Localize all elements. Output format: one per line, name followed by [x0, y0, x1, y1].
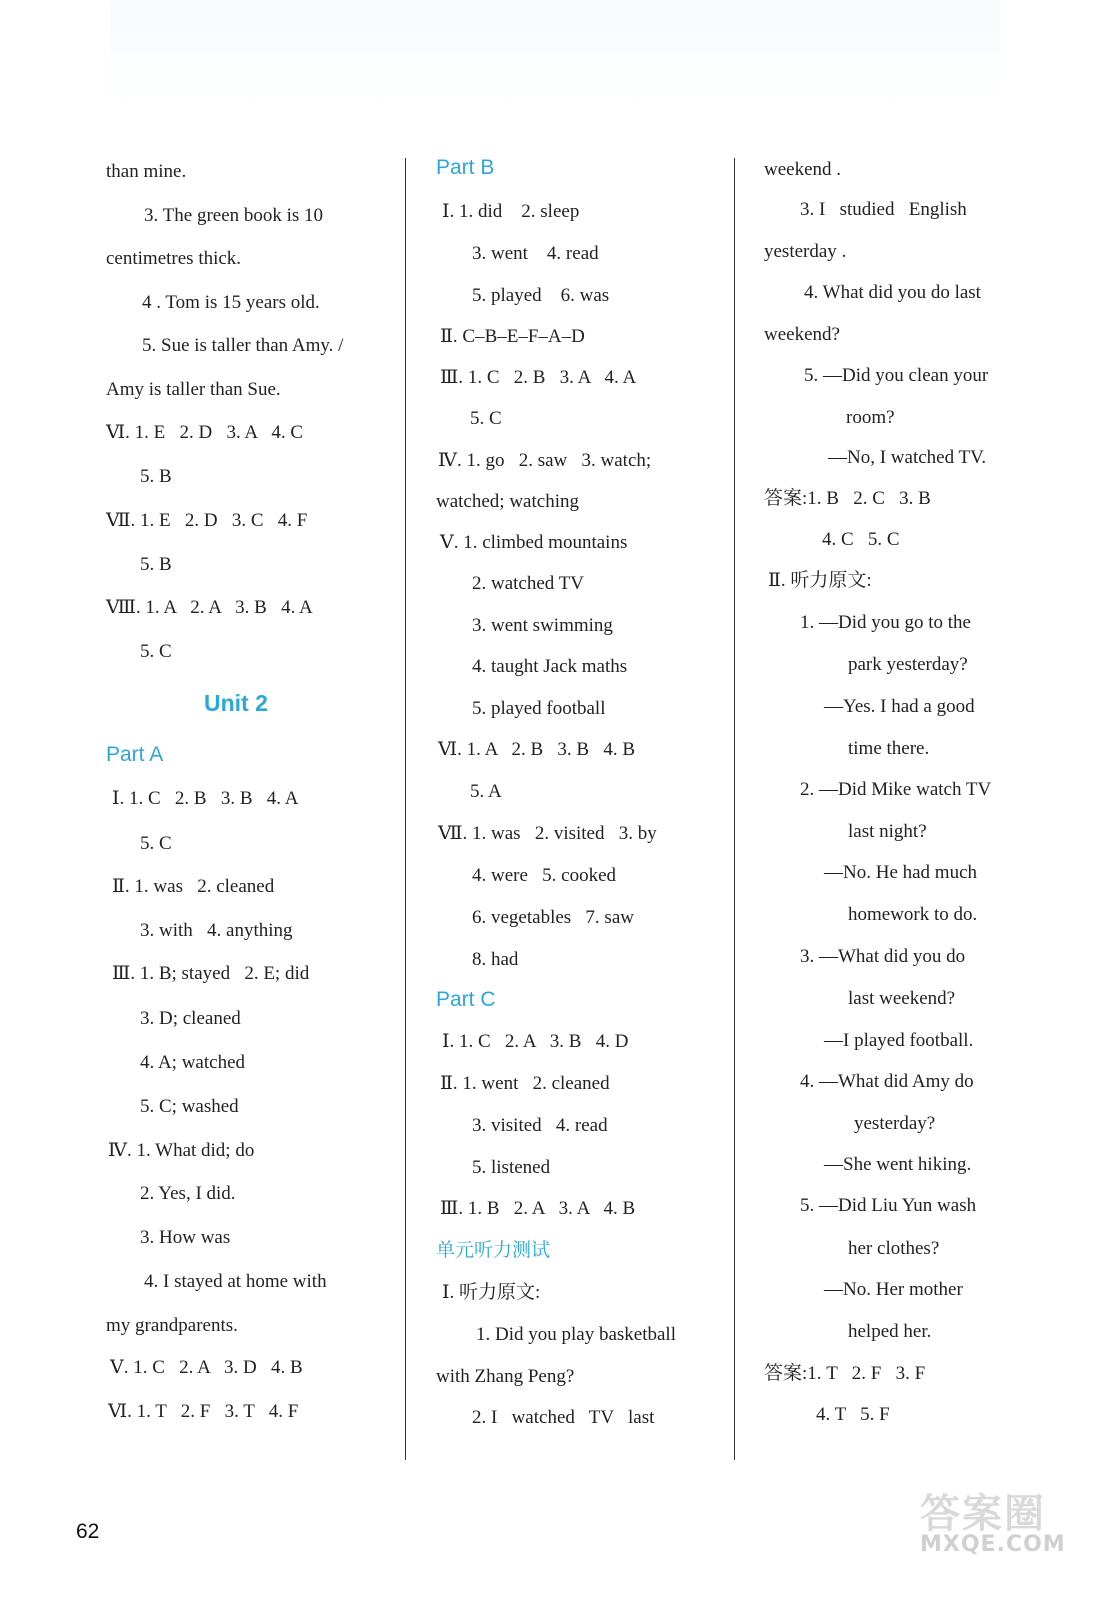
answer-line: 8. had: [472, 949, 519, 970]
answer-line: last night?: [848, 821, 927, 842]
answer-line: 3. visited 4. read: [472, 1115, 608, 1136]
answer-line: 3. How was: [140, 1227, 231, 1248]
header-smudge: [110, 0, 1000, 110]
answer-line: 4. were 5. cooked: [472, 865, 617, 886]
answer-line: Amy is taller than Sue.: [106, 379, 281, 400]
answer-line: 6. vegetables 7. saw: [472, 907, 634, 928]
answer-line: 5. C: [470, 408, 502, 429]
answer-line: my grandparents.: [106, 1315, 238, 1336]
answer-line: Ⅳ. 1. go 2. saw 3. watch;: [438, 450, 652, 471]
answer-line: Ⅵ. 1. A 2. B 3. B 4. B: [438, 739, 636, 760]
answer-line: 5. played football: [472, 698, 606, 719]
answer-line: 4. A; watched: [140, 1052, 246, 1073]
answer-line: watched; watching: [436, 491, 579, 512]
answer-line: —No. Her mother: [824, 1279, 963, 1300]
answer-line: Ⅱ. 1. was 2. cleaned: [112, 876, 275, 897]
answer-line: 4. I stayed at home with: [144, 1271, 327, 1292]
answer-line: 2. I watched TV last: [472, 1407, 655, 1428]
answer-line: Ⅴ. 1. climbed mountains: [440, 532, 628, 553]
answer-line: —Yes. I had a good: [824, 696, 975, 717]
answer-line: last weekend?: [848, 988, 956, 1009]
answer-line: 1. —Did you go to the: [800, 612, 971, 633]
answer-line: 答案:1. T 2. F 3. F: [764, 1363, 926, 1384]
answer-line: Ⅳ. 1. What did; do: [108, 1140, 255, 1161]
answer-line: 1. Did you play basketball: [476, 1324, 676, 1345]
answer-line: 3. The green book is 10: [144, 205, 324, 226]
answer-line: 5. A: [470, 781, 502, 802]
answer-line: 4 . Tom is 15 years old.: [142, 292, 320, 313]
column-divider: [734, 158, 735, 1460]
answer-line: park yesterday?: [848, 654, 968, 675]
section-heading: Part B: [436, 156, 495, 179]
answer-line: 3. I studied English: [800, 199, 967, 220]
answer-line: 5. C: [140, 641, 172, 662]
watermark-url: MXQE.COM: [920, 1532, 1066, 1557]
answer-line: Ⅵ. 1. E 2. D 3. A 4. C: [106, 422, 303, 443]
answer-line: yesterday .: [764, 241, 847, 262]
watermark-text: 答案圈: [920, 1491, 1046, 1537]
answer-line: Ⅷ. 1. A 2. A 3. B 4. A: [106, 597, 313, 618]
answer-line: time there.: [848, 738, 930, 759]
unit-heading: Unit 2: [204, 690, 268, 716]
section-heading: 单元听力测试: [436, 1239, 551, 1261]
answer-line: helped her.: [848, 1321, 932, 1342]
answer-line: homework to do.: [848, 904, 978, 925]
answer-line: 5. Sue is taller than Amy. /: [142, 335, 344, 356]
answer-line: —No. He had much: [824, 862, 978, 883]
answer-line: room?: [846, 407, 895, 428]
answer-line: Ⅵ. 1. T 2. F 3. T 4. F: [108, 1401, 299, 1422]
answer-line: 4. What did you do last: [804, 282, 981, 303]
answer-line: Ⅲ. 1. C 2. B 3. A 4. A: [440, 367, 637, 388]
answer-line: Ⅱ. 听力原文:: [768, 570, 872, 591]
section-heading: Part C: [436, 988, 496, 1011]
answer-line: 5. C; washed: [140, 1096, 239, 1117]
answer-line: Ⅶ. 1. was 2. visited 3. by: [438, 823, 657, 844]
answer-line: 5. played 6. was: [472, 285, 610, 306]
section-heading: Part A: [106, 743, 164, 766]
answer-line: yesterday?: [854, 1113, 936, 1134]
answer-line: 3. D; cleaned: [140, 1008, 241, 1029]
answer-line: 5. B: [140, 554, 172, 575]
answer-line: 4. —What did Amy do: [800, 1071, 974, 1092]
answer-line: —She went hiking.: [824, 1154, 972, 1175]
answer-line: 4. T 5. F: [816, 1404, 890, 1425]
answer-line: Ⅰ. 1. C 2. B 3. B 4. A: [112, 788, 299, 809]
answer-line: centimetres thick.: [106, 248, 242, 269]
column-divider: [405, 158, 406, 1460]
page-number: 62: [76, 1520, 100, 1543]
answer-line: 4. taught Jack maths: [472, 656, 628, 677]
answer-line: 5. —Did you clean your: [804, 365, 989, 386]
answer-line: Ⅱ. 1. went 2. cleaned: [440, 1073, 610, 1094]
answer-line: than mine.: [106, 161, 187, 182]
answer-line: 答案:1. B 2. C 3. B: [764, 488, 931, 509]
answer-line: 2. watched TV: [472, 573, 585, 594]
answer-line: 2. Yes, I did.: [140, 1183, 236, 1204]
answer-line: Ⅶ. 1. E 2. D 3. C 4. F: [106, 510, 308, 531]
answer-line: —I played football.: [824, 1030, 974, 1051]
answer-line: 3. went 4. read: [472, 243, 599, 264]
answer-line: 5. —Did Liu Yun wash: [800, 1195, 977, 1216]
answer-line: 5. B: [140, 466, 172, 487]
answer-line: Ⅲ. 1. B 2. A 3. A 4. B: [440, 1198, 636, 1219]
answer-line: Ⅴ. 1. C 2. A 3. D 4. B: [110, 1357, 303, 1378]
answer-line: 3. with 4. anything: [140, 920, 293, 941]
watermark-logo: [920, 1482, 1090, 1562]
answer-line: 2. —Did Mike watch TV: [800, 779, 992, 800]
answer-line: Ⅰ. 1. did 2. sleep: [442, 201, 580, 222]
answer-line: Ⅱ. C–B–E–F–A–D: [440, 326, 585, 347]
answer-line: her clothes?: [848, 1238, 940, 1259]
answer-line: Ⅰ. 听力原文:: [442, 1282, 541, 1303]
answer-line: 5. C: [140, 833, 172, 854]
answer-line: 3. —What did you do: [800, 946, 966, 967]
answer-line: with Zhang Peng?: [436, 1366, 575, 1387]
answer-line: 3. went swimming: [472, 615, 613, 636]
answer-line: weekend .: [764, 159, 842, 180]
answer-line: 4. C 5. C: [822, 529, 900, 550]
answer-line: —No, I watched TV.: [828, 447, 987, 468]
answer-line: Ⅰ. 1. C 2. A 3. B 4. D: [442, 1031, 629, 1052]
answer-line: Ⅲ. 1. B; stayed 2. E; did: [112, 963, 310, 984]
answer-line: 5. listened: [472, 1157, 551, 1178]
answer-line: weekend?: [764, 324, 840, 345]
